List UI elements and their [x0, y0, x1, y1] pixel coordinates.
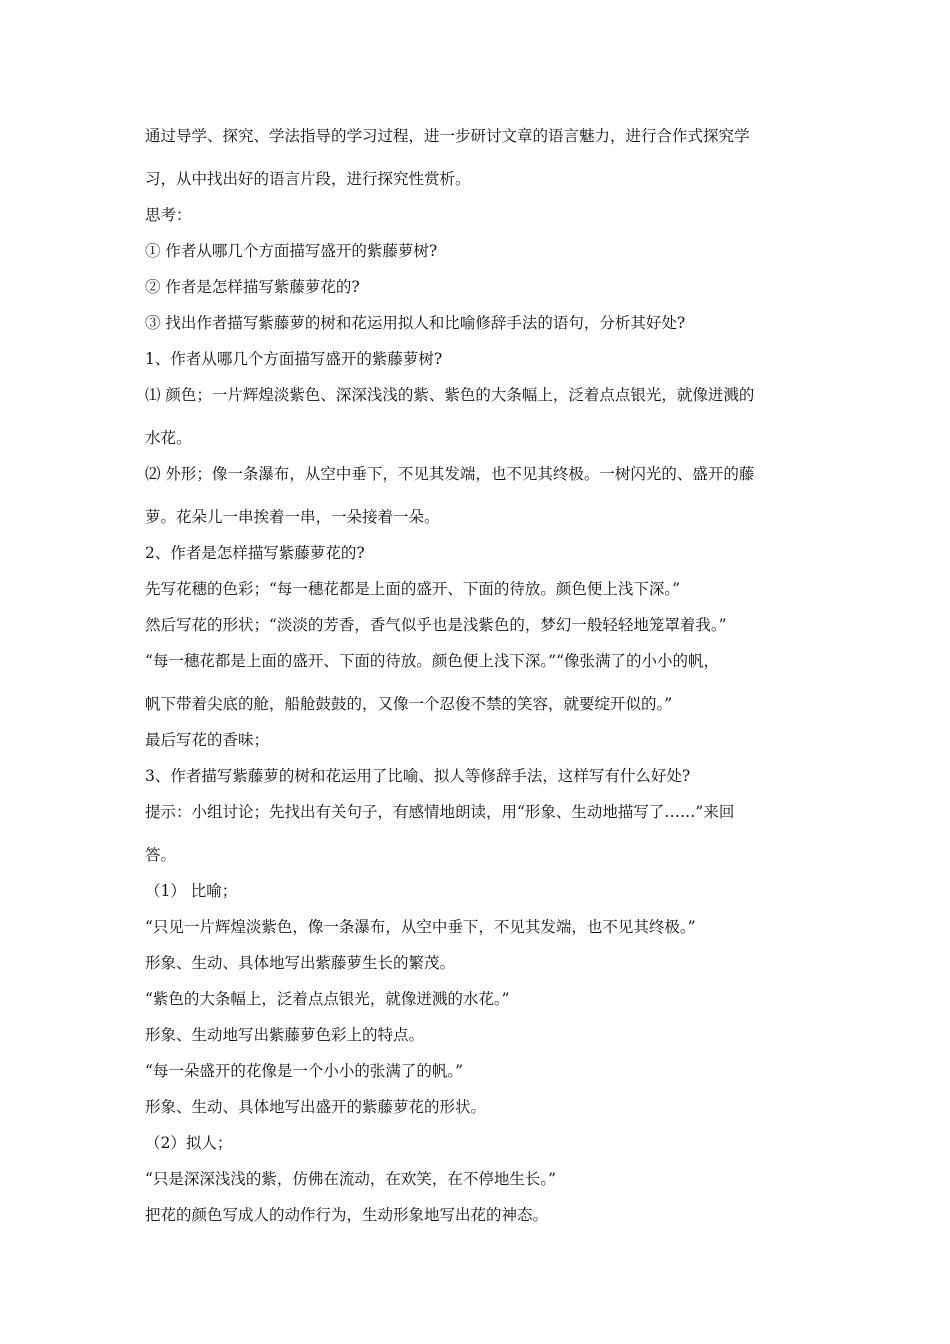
text-line: 通过导学、探究、学法指导的学习过程，进一步研讨文章的语言魅力，进行合作式探究学	[145, 127, 750, 145]
quote-line: “紫色的大条幅上，泛着点点银光，就像迸溅的水花。”	[145, 990, 510, 1008]
text-line: ⑵ 外形；像一条瀑布，从空中垂下，不见其发端，也不见其终极。一树闪光的、盛开的藤	[145, 465, 755, 483]
quote-line: “每一朵盛开的花像是一个小小的张满了的帆。”	[145, 1062, 464, 1080]
quote-line: “只见一片辉煌淡紫色，像一条瀑布，从空中垂下，不见其发端，也不见其终极。”	[145, 918, 696, 936]
text-line: 把花的颜色写成人的动作行为，生动形象地写出花的神态。	[145, 1206, 549, 1224]
text-line: 先写花穗的色彩；“每一穗花都是上面的盛开、下面的待放。颜色便上浅下深。”	[145, 580, 681, 598]
subsection-heading: （1） 比喻；	[145, 882, 238, 900]
text-line: 形象、生动、具体地写出紫藤萝生长的繁茂。	[145, 954, 456, 972]
text-line: 形象、生动、具体地写出盛开的紫藤萝花的形状。	[145, 1098, 487, 1116]
text-line: 水花。	[145, 429, 192, 447]
question-item: ③ 找出作者描写紫藤萝的树和花运用拟人和比喻修辞手法的语句，分析其好处?	[145, 314, 686, 332]
section-heading: 思考：	[145, 206, 192, 224]
text-line: 然后写花的形状；“淡淡的芳香，香气似乎也是浅紫色的，梦幻一般轻轻地笼罩着我。”	[145, 616, 727, 634]
text-line: 形象、生动地写出紫藤萝色彩上的特点。	[145, 1026, 425, 1044]
text-line: ⑴ 颜色；一片辉煌淡紫色、深深浅浅的紫、紫色的大条幅上，泛着点点银光，就像迸溅的	[145, 386, 755, 404]
section-heading: 1、作者从哪几个方面描写盛开的紫藤萝树?	[145, 350, 443, 368]
subsection-heading: （2）拟人；	[145, 1134, 233, 1152]
question-item: ① 作者从哪几个方面描写盛开的紫藤萝树?	[145, 242, 438, 260]
text-line: 帆下带着尖底的舱，船舱鼓鼓的，又像一个忍俊不禁的笑容，就要绽开似的。”	[145, 695, 673, 713]
question-item: ② 作者是怎样描写紫藤萝花的?	[145, 278, 360, 296]
section-heading: 3、作者描写紫藤萝的树和花运用了比喻、拟人等修辞手法，这样写有什么好处?	[145, 767, 691, 785]
text-line: 最后写花的香味；	[145, 731, 270, 749]
text-line: 提示：小组讨论；先找出有关句子，有感情地朗读，用“形象、生动地描写了……”来回	[145, 803, 735, 821]
quote-line: “只是深深浅浅的紫，仿佛在流动，在欢笑，在不停地生长。”	[145, 1170, 557, 1188]
text-line: 答。	[145, 846, 177, 864]
text-line: 习，从中找出好的语言片段，进行探究性赏析。	[145, 170, 471, 188]
text-line: “每一穗花都是上面的盛开、下面的待放。颜色便上浅下深。”“像张满了的小小的帆，	[145, 652, 720, 670]
section-heading: 2、作者是怎样描写紫藤萝花的?	[145, 544, 365, 562]
text-line: 萝。花朵儿一串挨着一串，一朵接着一朵。	[145, 508, 440, 526]
